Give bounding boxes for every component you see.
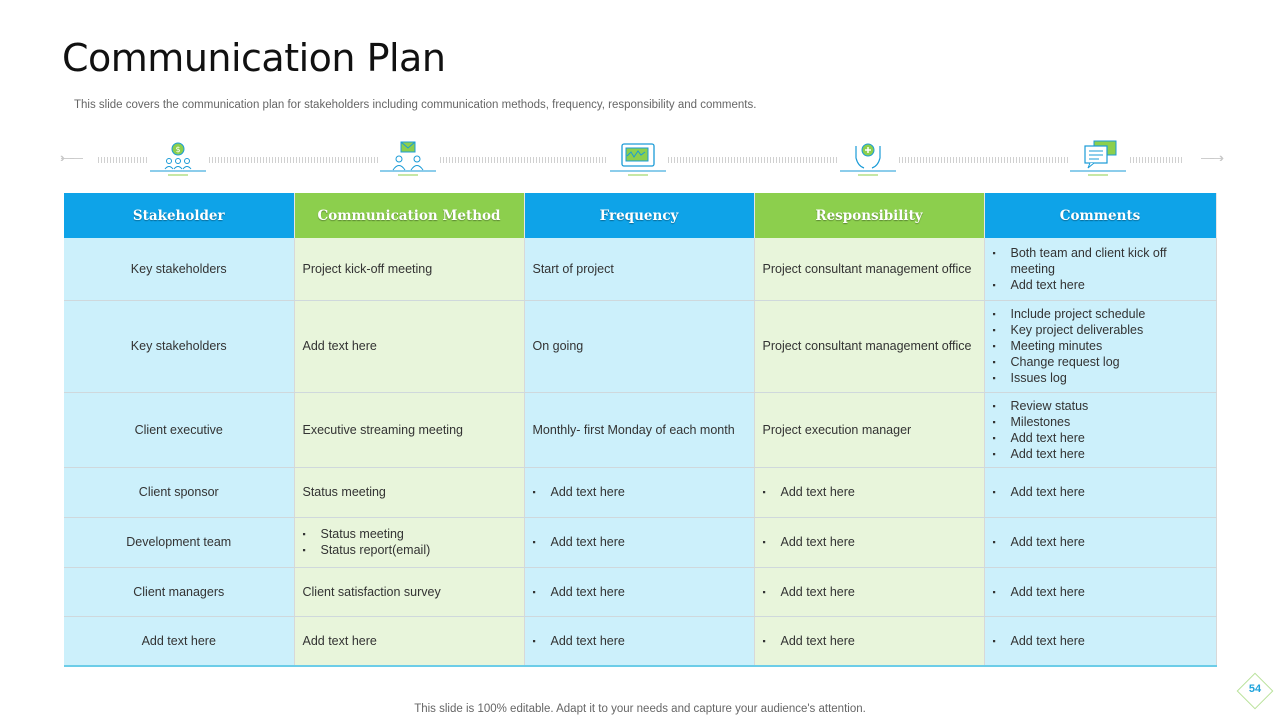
method-cell: Executive streaming meeting	[294, 392, 524, 467]
list-item: ▪ Add text here	[551, 484, 746, 500]
list-item: ▪ Change request log	[1011, 354, 1208, 370]
header-stakeholder: Stakeholder	[64, 193, 294, 238]
list-item: ▪ Both team and client kick off meeting	[1011, 245, 1208, 277]
stakeholder-cell: Key stakeholders	[64, 238, 294, 300]
stakeholder-cell: Key stakeholders	[64, 300, 294, 392]
communication-plan-table	[64, 193, 1217, 667]
responsibility-cell: Project consultant management office	[754, 238, 984, 300]
list-item: ▪ Add text here	[1011, 584, 1208, 600]
method-cell: Project kick-off meeting	[294, 238, 524, 300]
stakeholder-cell: Client managers	[64, 567, 294, 616]
icon-row	[60, 140, 1220, 180]
responsibility-cell	[754, 517, 984, 567]
list-item: ▪ Add text here	[551, 584, 746, 600]
list-item: ▪ Review status	[1011, 398, 1208, 414]
list-item: ▪ Meeting minutes	[1011, 338, 1208, 354]
list-item: ▪ Add text here	[1011, 277, 1208, 293]
hands-plus-icon	[838, 140, 898, 178]
comments-cell	[984, 300, 1216, 392]
table-row	[64, 392, 1216, 467]
stakeholder-cell: Add text here	[64, 616, 294, 666]
header-frequency: Frequency	[524, 193, 754, 238]
method-cell	[294, 517, 524, 567]
chat-icon	[1068, 140, 1128, 178]
mail-people-icon	[378, 140, 438, 178]
monitor-chart-icon	[608, 140, 668, 178]
list-item: ▪ Add text here	[781, 584, 976, 600]
frequency-cell	[524, 467, 754, 517]
frequency-cell	[524, 517, 754, 567]
list-item: ▪ Add text here	[781, 534, 976, 550]
money-people-icon	[148, 140, 208, 178]
comments-cell	[984, 392, 1216, 467]
comments-cell	[984, 567, 1216, 616]
list-item: ▪ Milestones	[1011, 414, 1208, 430]
comments-cell	[984, 238, 1216, 300]
table-row	[64, 517, 1216, 567]
table-header-row	[64, 193, 1216, 238]
responsibility-cell: Project execution manager	[754, 392, 984, 467]
frequency-cell: Start of project	[524, 238, 754, 300]
list-item: ▪ Add text here	[551, 534, 746, 550]
method-cell: Add text here	[294, 300, 524, 392]
list-item: ▪ Add text here	[551, 633, 746, 649]
responsibility-cell	[754, 467, 984, 517]
method-cell: Client satisfaction survey	[294, 567, 524, 616]
frequency-cell	[524, 567, 754, 616]
header-responsibility: Responsibility	[754, 193, 984, 238]
svg-text:$: $	[175, 145, 181, 154]
table-row	[64, 300, 1216, 392]
stakeholder-cell: Client sponsor	[64, 467, 294, 517]
table-row	[64, 467, 1216, 517]
comments-cell	[984, 616, 1216, 666]
comments-cell	[984, 517, 1216, 567]
list-item: ▪ Add text here	[1011, 633, 1208, 649]
list-item: ▪ Add text here	[781, 484, 976, 500]
method-cell: Add text here	[294, 616, 524, 666]
arrow-left-icon: ›››——	[60, 150, 79, 165]
footer-note: This slide is 100% editable. Adapt it to your needs and capture your audience's attention.	[414, 703, 866, 715]
frequency-cell: Monthly- first Monday of each month	[524, 392, 754, 467]
responsibility-cell	[754, 567, 984, 616]
table-row	[64, 238, 1216, 300]
responsibility-cell	[754, 616, 984, 666]
comments-cell	[984, 467, 1216, 517]
slide-subtitle: This slide covers the communication plan for stakeholders including communication methods, frequency, responsibility and comments.	[74, 99, 757, 111]
stakeholder-cell: Client executive	[64, 392, 294, 467]
list-item: ▪ Issues log	[1011, 370, 1208, 386]
page-number: 54	[1248, 683, 1262, 695]
header-communication-method: Communication Method	[294, 193, 524, 238]
stakeholder-cell: Development team	[64, 517, 294, 567]
arrow-right-icon: ——›››	[1201, 150, 1220, 165]
list-item: ▪ Status meeting	[321, 526, 516, 542]
frequency-cell	[524, 616, 754, 666]
page-number-badge	[1238, 674, 1272, 708]
header-comments: Comments	[984, 193, 1216, 238]
method-cell: Status meeting	[294, 467, 524, 517]
list-item: ▪ Add text here	[781, 633, 976, 649]
table-row	[64, 567, 1216, 616]
list-item: ▪ Add text here	[1011, 446, 1208, 462]
list-item: ▪ Add text here	[1011, 430, 1208, 446]
responsibility-cell: Project consultant management office	[754, 300, 984, 392]
list-item: ▪ Status report(email)	[321, 542, 516, 558]
list-item: ▪ Add text here	[1011, 534, 1208, 550]
frequency-cell: On going	[524, 300, 754, 392]
list-item: ▪ Add text here	[1011, 484, 1208, 500]
list-item: ▪ Key project deliverables	[1011, 322, 1208, 338]
slide-title: Communication Plan	[62, 36, 446, 80]
table-row	[64, 616, 1216, 666]
list-item: ▪ Include project schedule	[1011, 306, 1208, 322]
